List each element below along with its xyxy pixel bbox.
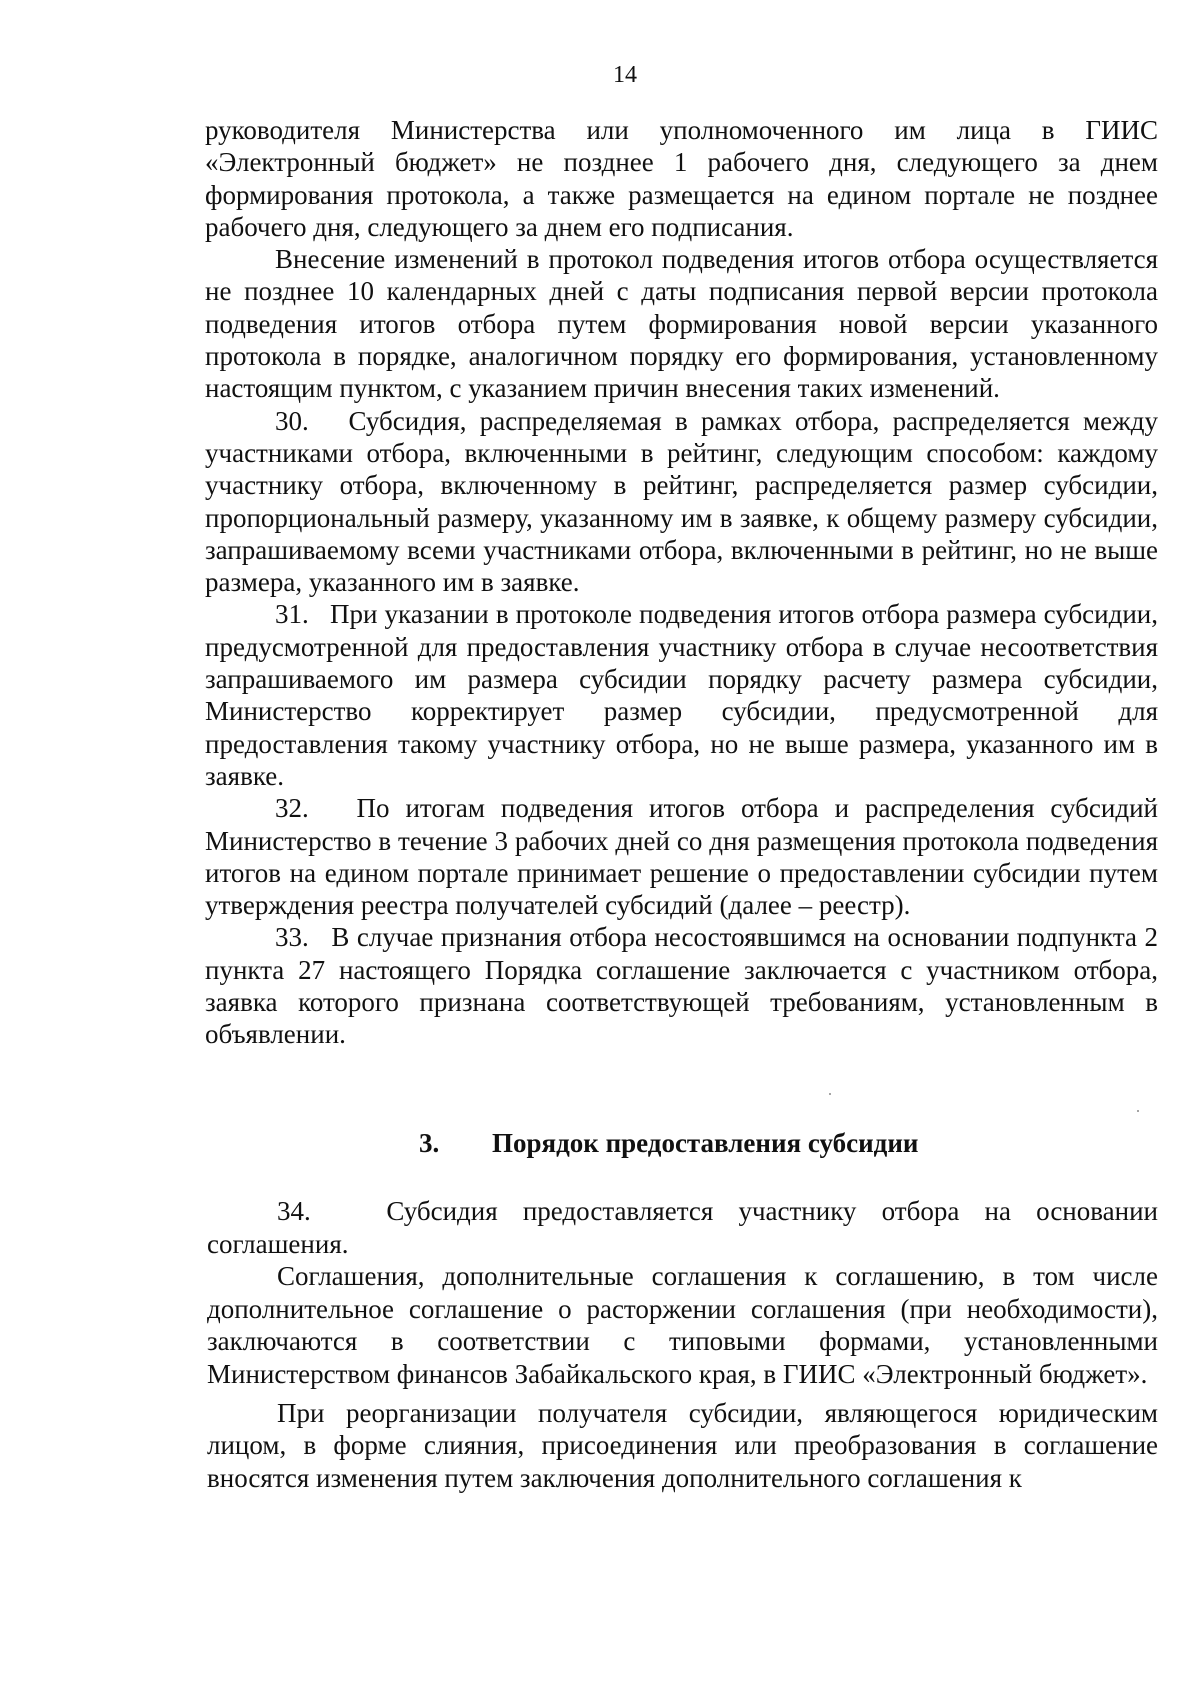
paragraph-agreements: Соглашения, дополнительные соглашения к соглашению, в том числе дополнительное соглашение о расторжении соглашения (при необходимости), заключаются в соответствии с типовыми формами, установленными Министерством финансов Забайкальского края, в ГИИС «Электронный бюджет». xyxy=(207,1261,1158,1389)
paragraph-protocol-changes: Внесение изменений в протокол подведения итогов отбора осуществляется не позднее 10 календарных дней с даты подписания первой версии протокола подведения итогов отбора путем формирования новой версии указанного протокола в порядке, аналогичном порядку его формирования, установленному настоящим пунктом, с указанием причин внесения таких изменений. xyxy=(205,244,1158,404)
paragraph-item-31: 31. При указании в протоколе подведения итогов отбора размера субсидии, предусмотренной для предоставления участнику отбора в случае несоответствия запрашиваемого им размера субсидии порядку расчету размера субсидии, Министерство корректирует размер субсидии, предусмотренной для предоставления такому участнику отбора, но не выше размера, указанного им в заявке. xyxy=(205,599,1158,791)
paragraph-continuation: руководителя Министерства или уполномоченного им лица в ГИИС «Электронный бюджет» не позднее 1 рабочего дня, следующего за днем формирования протокола, а также размещается на едином портале не позднее рабочего дня, следующего за днем его подписания. xyxy=(205,115,1158,242)
scan-speck xyxy=(829,1093,831,1095)
page-number: 14 xyxy=(613,62,637,88)
scan-speck xyxy=(1137,1110,1139,1112)
section-number: 3. xyxy=(419,1128,440,1158)
paragraph-item-32: 32. По итогам подведения итогов отбора и распределения субсидий Министерство в течение 3 рабочих дней со дня размещения протокола подведения итогов на едином портале принимает решение о предоставлении субсидии путем утверждения реестра получателей субсидий (далее – реестр). xyxy=(205,793,1158,921)
section-title: Порядок предоставления субсидии xyxy=(492,1128,919,1158)
paragraph-reorganization: При реорганизации получателя субсидии, являющегося юридическим лицом, в форме слияния, присоединения или преобразования в соглашение вносятся изменения путем заключения дополнительного соглашения к xyxy=(207,1397,1158,1493)
paragraph-item-33: 33. В случае признания отбора несостоявшимся на основании подпункта 2 пункта 27 настоящего Порядка соглашение заключается с участником отбора, заявка которого признана соответствующей требованиям, установленным в объявлении. xyxy=(205,922,1158,1050)
body-text-top xyxy=(205,114,1158,1051)
paragraph-item-30: 30. Субсидия, распределяемая в рамках отбора, распределяется между участниками отбора, включенными в рейтинг, следующим способом: каждому участнику отбора, включенному в рейтинг, распределяется размер субсидии, пропорциональный размеру, указанному им в заявке, к общему размеру субсидии, запрашиваемому всеми участниками отбора, включенными в рейтинг, но не выше размера, указанного им в заявке. xyxy=(205,405,1158,598)
paragraph-item-34: 34. Субсидия предоставляется участнику отбора на основании соглашения. xyxy=(207,1196,1158,1259)
body-text-bottom xyxy=(207,1195,1158,1494)
